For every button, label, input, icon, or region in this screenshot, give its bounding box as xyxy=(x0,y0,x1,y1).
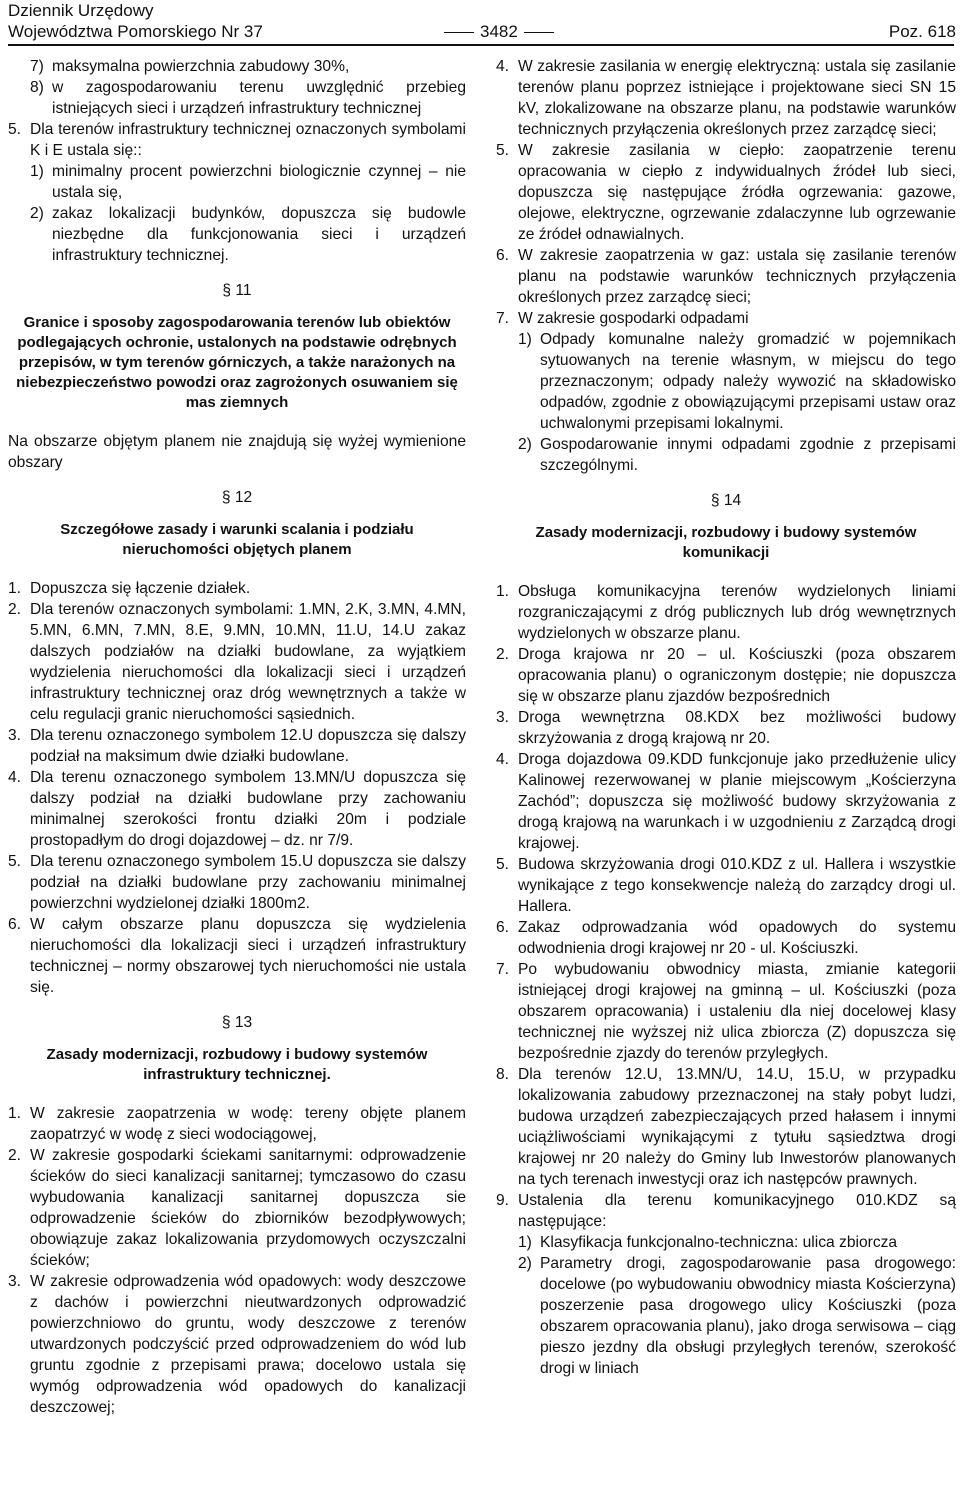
publication-region: Województwa Pomorskiego Nr 37 xyxy=(8,22,263,41)
left-column xyxy=(8,56,466,1418)
list-item: 4. W zakresie zasilania w energię elektryczną: ustala się zasilanie terenów planu poprzez istniejące i projektowane sieci SN 15 kV, zlokalizowane na obszarze planu, na podstawie warunków technicznych przyłączenia określonych przez zarządcę sieci; xyxy=(496,58,956,138)
header-rule xyxy=(8,44,954,46)
list-item: 7. W zakresie gospodarki odpadami xyxy=(496,310,749,327)
list-item: 4. Droga dojazdowa 09.KDD funkcjonuje jako przedłużenie ulicy Kalinowej rezerwowanej w planie miejscowym „Kościerzyna Zachód”; dopuszcza się możliwość budowy skrzyżowania z drogą krajową na warunkach i w uzgodnieniu z Zarządcą drogi krajowej. xyxy=(496,751,956,852)
list-item: 5. Dla terenów infrastruktury technicznej oznaczonych symbolami K i E ustala się:: xyxy=(8,121,466,159)
list-item: 3. W zakresie odprowadzenia wód opadowych: wody deszczowe z dachów i powierzchni nieutwardzonych odprowadzić powierzchniowo do gruntu, wody deszczowe z terenów utwardzonych podczyścić przed odprowadzeniem do wód lub gruntu zgodnie z przepisami prawa; docelowo ustala się wymóg odprowadzenia wód opadowych do kanalizacji deszczowej; xyxy=(8,1273,466,1416)
list-item: 7) maksymalna powierzchnia zabudowy 30%, xyxy=(30,58,350,75)
list-item: 1) Klasyfikacja funkcjonalno-techniczna: ulica zbiorcza xyxy=(518,1234,898,1251)
list-item: 5. Budowa skrzyżowania drogi 010.KDZ z ul. Hallera i wszystkie wynikające z tego konsekwencje należą do zarządcy drogi ul. Hallera. xyxy=(496,856,956,915)
list-item: 2. Droga krajowa nr 20 – ul. Kościuszki (poza obszarem opracowania planu) o ograniczonym dostępie; nie dopuszcza się w obszarze planu zjazdów bezpośrednich xyxy=(496,646,956,705)
list-item: 3. Droga wewnętrzna 08.KDX bez możliwości budowy skrzyżowania z drogą krajową nr 20. xyxy=(496,709,956,747)
list-item: 2) Gospodarowanie innymi odpadami zgodnie z przepisami szczególnymi. xyxy=(518,436,956,474)
section-14-heading: Zasady modernizacji, rozbudowy i budowy systemów komunikacji xyxy=(535,524,917,561)
list-item: 2. Dla terenów oznaczonych symbolami: 1.MN, 2.K, 3.MN, 4.MN, 5.MN, 6.MN, 7.MN, 8.E, 9.MN, 10.MN, 11.U, 14.U zakaz dalszych podziałów na działki budowlane, za wyjątkiem wydzielenia nieruchomości dla lokalizacji sieci i urządzeń infrastruktury technicznej oraz dróg wewnętrznych a także w celu regulacji granic nieruchomości sąsiednich. xyxy=(8,601,466,723)
list-item: 6. W zakresie zaopatrzenia w gaz: ustala się zasilanie terenów planu na podstawie warunków technicznych przyłączenia określonych przez zarządcę sieci; xyxy=(496,247,956,306)
section-12-label: § 12 xyxy=(221,489,253,506)
list-item: 6. Zakaz odprowadzania wód opadowych do systemu odwodnienia drogi krajowej nr 20 - ul. Kościuszki. xyxy=(496,919,956,957)
publication-title: Dziennik Urzędowy xyxy=(8,1,154,20)
list-item: 7. Po wybudowaniu obwodnicy miasta, zmianie kategorii istniejącej drogi krajowej na gminną – ul. Kościuszki (poza obszarem opracowania) i ustaleniu dla niej docelowej klasy technicznej nie wyższej niż ulica zbiorcza (Z) dopuszcza się bezpośrednie zjazdy do terenów przyległych. xyxy=(496,961,956,1062)
list-item: 3. Dla terenu oznaczonego symbolem 12.U dopuszcza się dalszy podział na maksimum dwie działki budowlane. xyxy=(8,727,466,765)
section-11-body: Na obszarze objętym planem nie znajdują się wyżej wymienione obszary xyxy=(8,433,466,471)
section-12-heading: Szczegółowe zasady i warunki scalania i podziału nieruchomości objętych planem xyxy=(60,521,414,558)
list-item: 1. W zakresie zaopatrzenia w wodę: tereny objęte planem zaopatrzyć w wodę z sieci wodociągowej, xyxy=(8,1105,466,1143)
section-13-label: § 13 xyxy=(221,1014,253,1031)
list-item: 6. W całym obszarze planu dopuszcza się wydzielenia nieruchomości dla lokalizacji sieci i urządzeń infrastruktury technicznej – normy obszarowej tych nieruchomości nie ustala się. xyxy=(8,916,466,996)
section-11-label: § 11 xyxy=(222,282,252,299)
list-item: 9. Ustalenia dla terenu komunikacyjnego 010.KDZ są następujące: xyxy=(496,1192,956,1230)
list-item: 2) Parametry drogi, zagospodarowanie pasa drogowego: docelowe (po wybudowaniu obwodnicy miasta Kościerzyna) poszerzenie pasa drogowego ulicy Kościuszki (poza obszarem opracowania planu), jako droga serwisowa – ciąg pieszo jezdny dla obsługi przyległych terenów, szerokość drogi w liniach xyxy=(518,1255,956,1377)
list-item: 8) w zagospodarowaniu terenu uwzględnić przebieg istniejących sieci i urządzeń infrastruktury technicznej xyxy=(30,79,466,117)
list-item: 1) Odpady komunalne należy gromadzić w pojemnikach sytuowanych na terenie własnym, w miejscu do tego przeznaczonym; odpady należy wywozić na składowisko odpadów, zgodnie z obowiązującymi przepisami ustaw oraz uchwalonymi przepisami lokalnymi. xyxy=(518,331,956,432)
list-item: 1. Obsługa komunikacyjna terenów wydzielonych liniami rozgraniczającymi z dróg publicznych lub dróg wewnętrznych wydzielonych w obszarze planu. xyxy=(496,583,956,642)
position-number: Poz. 618 xyxy=(888,22,956,41)
right-column xyxy=(496,56,956,1379)
list-item: 2) zakaz lokalizacji budynków, dopuszcza się budowle niezbędne dla funkcjonowania sieci i urządzeń infrastruktury technicznej. xyxy=(30,205,466,264)
list-item: 5. Dla terenu oznaczonego symbolem 15.U dopuszcza sie dalszy podział na działki budowlane przy zachowaniu minimalnej powierzchni wydzielonej działki 1800m2. xyxy=(8,853,466,912)
page-header xyxy=(8,0,956,44)
list-item: 1) minimalny procent powierzchni biologicznie czynnej – nie ustala się, xyxy=(30,163,466,201)
list-item: 4. Dla terenu oznaczonego symbolem 13.MN/U dopuszcza się dalszy podział na działki budowlane przy zachowaniu minimalnej szerokości frontu działki 20m i podziale prostopadłym do drogi dojazdowej – dz. nr 7/9. xyxy=(8,769,466,849)
section-11-heading: Granice i sposoby zagospodarowania terenów lub obiektów podlegających ochronie, ustalonych na podstawie odrębnych przepisów, w tym terenów górniczych, a także narażonych na niebezpieczeństwo powodzi oraz zagrożonych osuwaniem się mas ziemnych xyxy=(16,314,458,411)
header-publication xyxy=(8,0,263,42)
list-item: 8. Dla terenów 12.U, 13.MN/U, 14.U, 15.U, w przypadku lokalizowania zabudowy przeznaczonej na stały pobyt ludzi, budowa urządzeń zabezpieczających przed hałasem i innymi uciążliwościami wynikającymi z tytułu sąsiedztwa drogi krajowej nr 20 należy do Gminy lub Inwestorów planowanych na tych terenach inwestycji oraz ich następców prawnych. xyxy=(496,1066,956,1188)
list-item: 1. Dopuszcza się łączenie działek. xyxy=(8,580,251,597)
list-item: 2. W zakresie gospodarki ściekami sanitarnymi: odprowadzenie ścieków do sieci kanalizacji sanitarnej; tymczasowo do czasu wybudowania kanalizacji sanitarnej dopuszcza sie odprowadzenie ścieków do zbiorników bezodpływowych; obowiązuje zakaz lokalizowania przydomowych oczyszczalni ścieków; xyxy=(8,1147,466,1269)
section-14-label: § 14 xyxy=(710,492,742,509)
list-item: 5. W zakresie zasilania w ciepło: zaopatrzenie terenu opracowania w ciepło z indywidualnych źródeł lub sieci, dopuszcza się następujące źródła ogrzewania: gazowe, olejowe, elektryczne, ogrzewanie zdalaczynne lub ogrzewanie ze źródeł odnawialnych. xyxy=(496,142,956,243)
page-number: 3482 xyxy=(438,21,560,42)
section-13-heading: Zasady modernizacji, rozbudowy i budowy systemów infrastruktury technicznej. xyxy=(46,1046,428,1083)
